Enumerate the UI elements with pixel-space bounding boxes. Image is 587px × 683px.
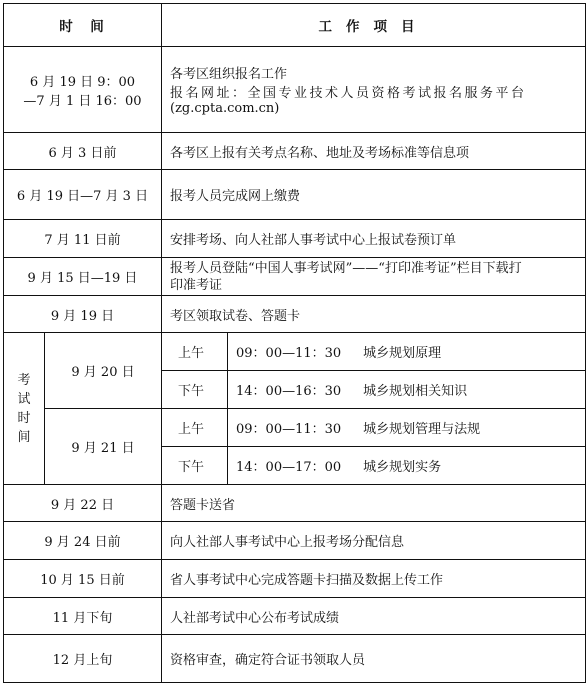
table-row (4, 258, 586, 296)
exam-time: 09：00—11：30 (236, 422, 342, 437)
row-item: 各考区组织报名工作 报名网址：全国专业技术人员资格考试报名服务平台 (zg.cpta.com.cn) (162, 47, 586, 133)
header-items: 工作项目 (162, 4, 586, 47)
exam-session (228, 371, 586, 409)
exam-subject: 城乡规划管理与法规 (363, 422, 481, 437)
row-item: 考区领取试卷、答题卡 (162, 296, 586, 333)
exam-session-row (4, 409, 586, 447)
row-item: 报考人员完成网上缴费 (162, 170, 586, 220)
row-time: 12 月上旬 (4, 635, 162, 683)
row-time: 6 月 19 日 9：00 —7 月 1 日 16：00 (4, 47, 162, 133)
row-time: 6 月 19 日—7 月 3 日 (4, 170, 162, 220)
row-item: 报考人员登陆“中国人事考试网”——“打印准考证”栏目下载打 印准考证 (162, 258, 586, 296)
exam-date: 9 月 20 日 (45, 333, 162, 409)
row-time: 9 月 19 日 (4, 296, 162, 333)
table-row (4, 133, 586, 170)
table-row (4, 47, 586, 133)
exam-period: 下午 (162, 447, 228, 485)
table-row (4, 522, 586, 560)
row-item: 各考区上报有关考点名称、地址及考场标准等信息项 (162, 133, 586, 170)
exam-session-row (4, 333, 586, 371)
exam-session (228, 409, 586, 447)
exam-time: 09：00—11：30 (236, 346, 342, 361)
exam-date: 9 月 21 日 (45, 409, 162, 485)
exam-subject: 城乡规划实务 (363, 460, 442, 475)
table-row (4, 296, 586, 333)
exam-schedule-table (3, 3, 586, 683)
row-item: 人社部考试中心公布考试成绩 (162, 598, 586, 635)
exam-time: 14：00—17：00 (236, 460, 342, 475)
row-time: 11 月下旬 (4, 598, 162, 635)
exam-time: 14：00—16：30 (236, 384, 342, 399)
exam-period: 上午 (162, 409, 228, 447)
header-time: 时 间 (4, 4, 162, 47)
row-time: 9 月 22 日 (4, 485, 162, 522)
row-item: 省人事考试中心完成答题卡扫描及数据上传工作 (162, 560, 586, 598)
exam-period: 下午 (162, 371, 228, 409)
exam-subject: 城乡规划原理 (363, 346, 442, 361)
table-row (4, 485, 586, 522)
row-time: 10 月 15 日前 (4, 560, 162, 598)
header-row (4, 4, 586, 47)
row-time: 6 月 3 日前 (4, 133, 162, 170)
row-item: 向人社部人事考试中心上报考场分配信息 (162, 522, 586, 560)
row-item: 安排考场、向人社部人事考试中心上报试卷预订单 (162, 220, 586, 258)
row-time: 9 月 15 日—19 日 (4, 258, 162, 296)
table-row (4, 170, 586, 220)
table-row (4, 598, 586, 635)
row-time: 7 月 11 日前 (4, 220, 162, 258)
table-row (4, 560, 586, 598)
row-item: 答题卡送省 (162, 485, 586, 522)
exam-period: 上午 (162, 333, 228, 371)
exam-session (228, 447, 586, 485)
exam-session (228, 333, 586, 371)
table-row (4, 220, 586, 258)
row-item: 资格审查，确定符合证书领取人员 (162, 635, 586, 683)
exam-time-label: 考 试 时 间 (4, 333, 45, 485)
row-time: 9 月 24 日前 (4, 522, 162, 560)
exam-subject: 城乡规划相关知识 (363, 384, 468, 399)
table-row (4, 635, 586, 683)
